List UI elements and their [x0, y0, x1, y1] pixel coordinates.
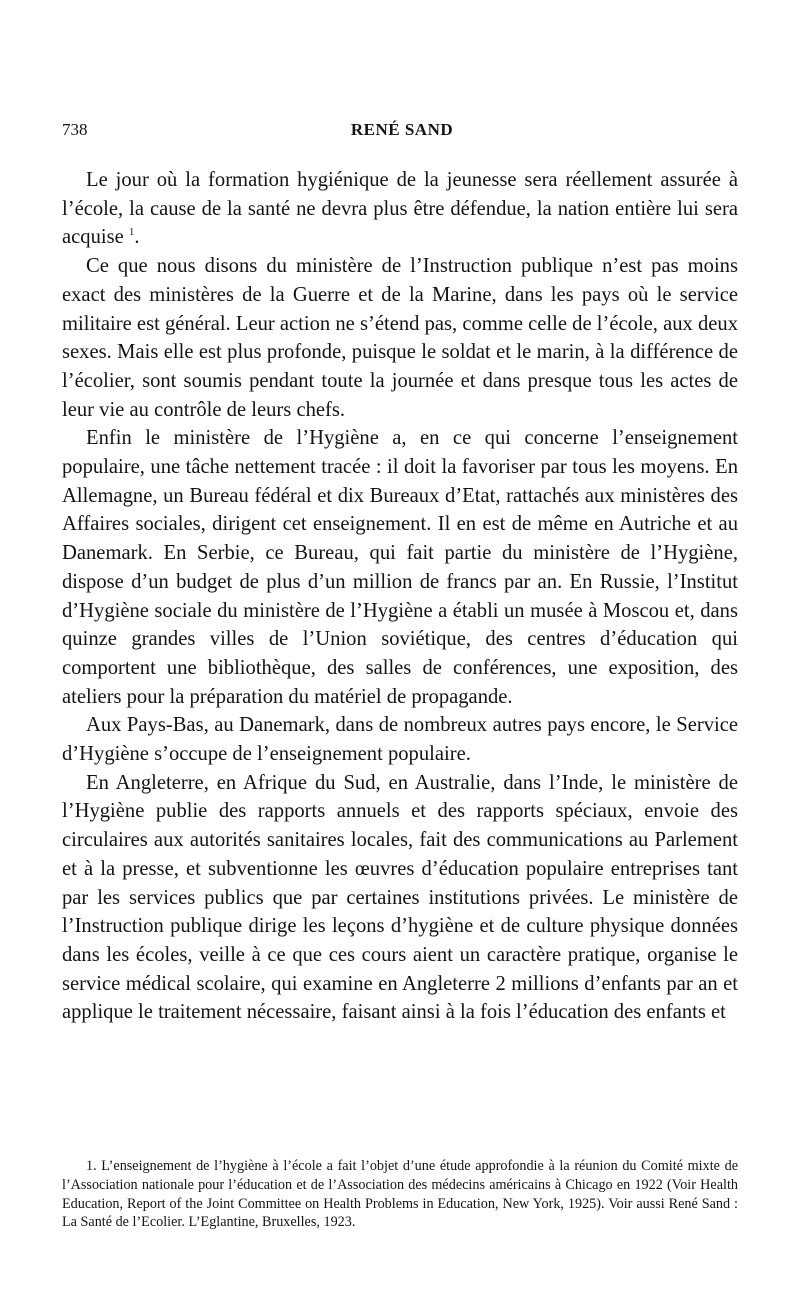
running-head: RENÉ SAND: [350, 120, 454, 139]
paragraph: [62, 166, 738, 252]
footnote: 1. L’enseignement de l’hygiène à l’école a fait l’objet d’une étude approfondie à la réunion du Comité mixte de l’Association nationale pour l’éducation et de l’Association des médecins américains à Chicago en 1922 (Voir Health Education, Report of the Joint Committee on Health Problems in Education, New York, 1925). Voir aussi René Sand : La Santé de l’Ecolier. L’Eglantine, Bruxelles, 1923.: [62, 1158, 738, 1231]
paragraph-text: Le jour où la formation hygiénique de la jeunesse sera réellement assurée à l’école, la cause de la santé ne devra plus être défendue, la nation entière lui sera acquise: [62, 169, 738, 249]
paragraph-end-punctuation: .: [134, 226, 140, 249]
page-number: 738: [62, 120, 88, 139]
paragraph: En Angleterre, en Afrique du Sud, en Australie, dans l’Inde, le ministère de l’Hygiène publie des rapports annuels et des rapports spéciaux, envoie des circulaires aux autorités sanitaires locales, fait des communications au Parlement et à la presse, et subventionne les œuvres d’éducation populaire entreprises tant par les services publics que par certaines institutions privées. Le ministère de l’Instruction publique dirige les leçons d’hygiène et de culture physique données dans les écoles, veille à ce que ces cours aient un caractère pratique, organise le service médical scolaire, qui examine en Angleterre 2 millions d’enfants par an et applique le traitement nécessaire, faisant ainsi à la fois l’éducation des enfants et: [62, 771, 738, 1024]
footnotes: [62, 1157, 738, 1232]
paragraph: Enfin le ministère de l’Hygiène a, en ce qui concerne l’enseignement populaire, une tâche nettement tracée : il doit la favoriser par tous les moyens. En Allemagne, un Bureau fédéral et dix Bureaux d’Etat, rattachés aux ministères des Affaires sociales, dirigent cet enseignement. Il en est de même en Autriche et au Danemark. En Serbie, ce Bureau, qui fait partie du ministère de l’Hygiène, dispose d’un budget de plus d’un million de francs par an. En Russie, l’Institut d’Hygiène sociale du ministère de l’Hygiène a établi un musée à Moscou et, dans quinze grandes villes de l’Union soviétique, des centres d’éducation qui comportent une bibliothèque, des salles de conférences, une exposition, des ateliers pour la préparation du matériel de propagande.: [62, 427, 738, 708]
page-header: [62, 120, 742, 144]
body-text: [62, 166, 738, 1027]
paragraph: Ce que nous disons du ministère de l’Instruction publique n’est pas moins exact des ministères de la Guerre et de la Marine, dans les pays où le service militaire est général. Leur action ne s’étend pas, comme celle de l’école, aux deux sexes. Mais elle est plus profonde, puisque le soldat et le marin, à la différence de l’écolier, sont soumis pendant toute la journée et dans presque tous les actes de leur vie au contrôle de leurs chefs.: [62, 255, 738, 421]
paragraph: Aux Pays-Bas, au Danemark, dans de nombreux autres pays encore, le Service d’Hygiène s’occupe de l’enseignement populaire.: [62, 714, 738, 766]
footnote-reference: 1: [128, 226, 135, 239]
